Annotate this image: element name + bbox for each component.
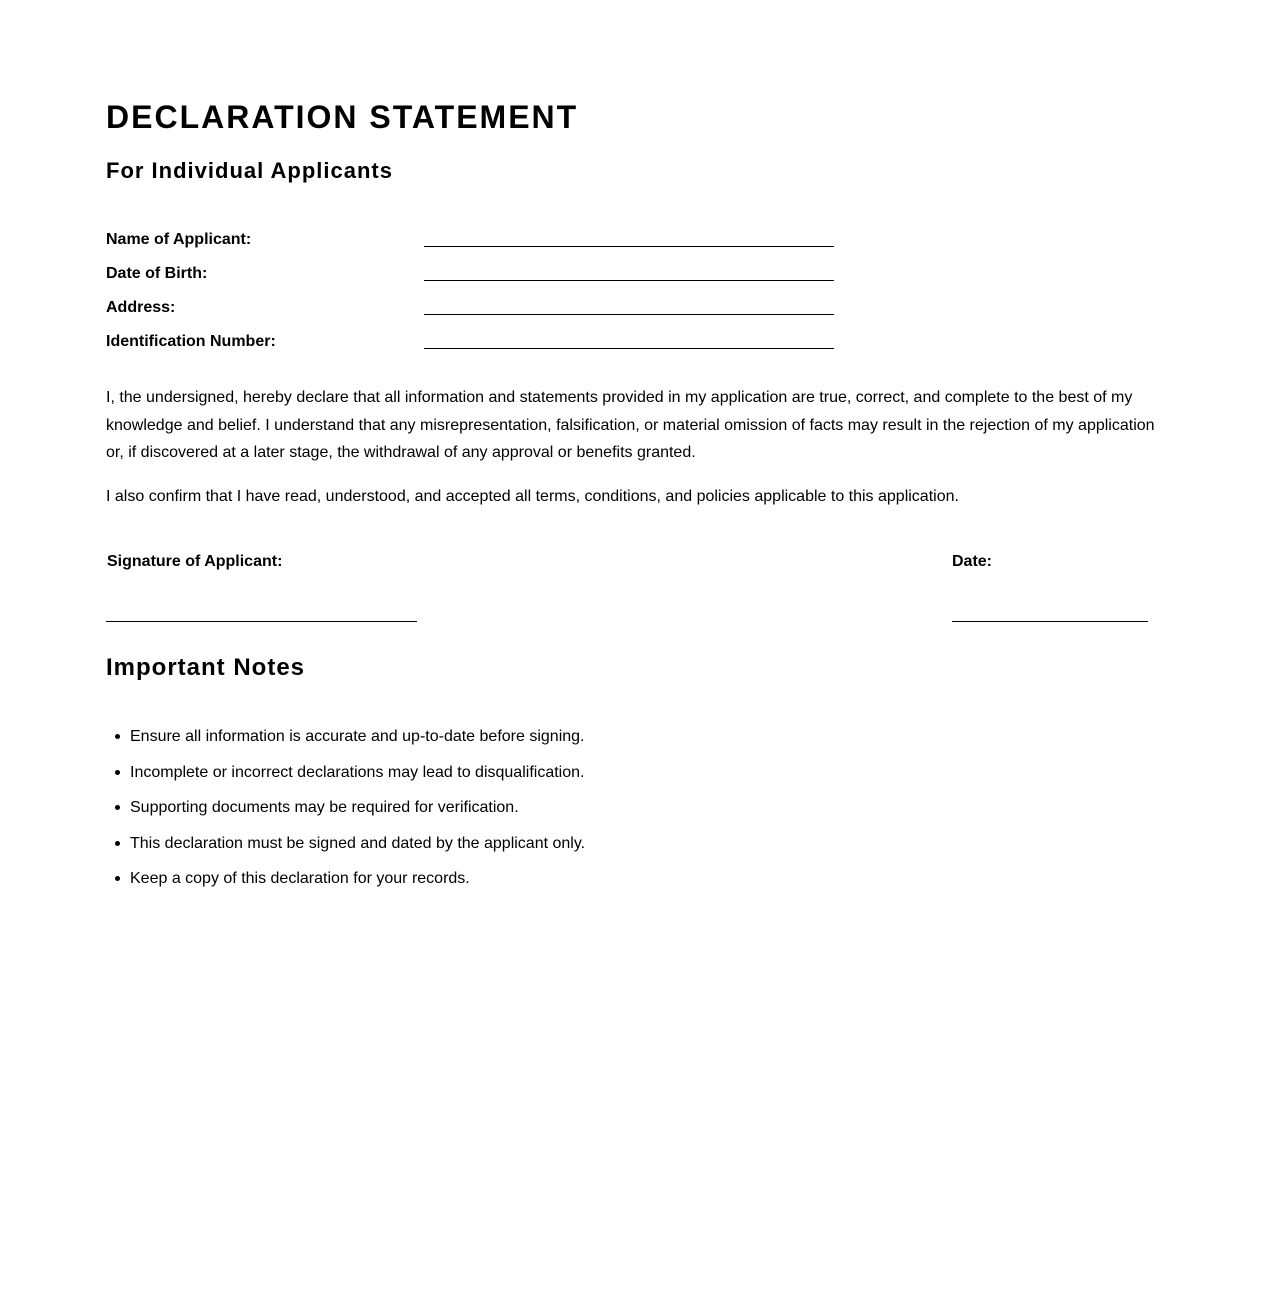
document-title: DECLARATION STATEMENT — [106, 99, 579, 135]
name-of-applicant-line[interactable] — [424, 246, 834, 247]
bullet-icon — [115, 841, 120, 846]
date-line[interactable] — [952, 621, 1148, 622]
field-row-name — [106, 226, 836, 260]
list-item — [130, 719, 585, 755]
signature-label: Signature of Applicant: — [107, 553, 283, 570]
field-row-address — [106, 294, 836, 328]
address-line[interactable] — [424, 314, 834, 315]
document-subtitle: For Individual Applicants — [106, 158, 393, 183]
identification-number-label: Identification Number: — [106, 333, 276, 350]
date-label: Date: — [952, 553, 993, 570]
bullet-icon — [115, 876, 120, 881]
note-text: Incomplete or incorrect declarations may lead to disqualification. — [130, 763, 585, 781]
field-row-id-number — [106, 328, 836, 362]
date-of-birth-line[interactable] — [424, 280, 834, 281]
list-item — [130, 861, 585, 897]
applicant-fields — [106, 226, 836, 362]
declaration-paragraph: I, the undersigned, hereby declare that all information and statements provided in my application are true, correct, and complete to the best of my knowledge and belief. I understand that any misrepresentation, falsification, or material omission of facts may result in the rejection of my application or, if discovered at a later stage, the withdrawal of any approval or benefits granted. — [106, 389, 1155, 461]
bullet-icon — [115, 770, 120, 775]
list-item — [130, 755, 585, 791]
bullet-icon — [115, 734, 120, 739]
field-row-dob — [106, 260, 836, 294]
important-notes-list — [106, 719, 585, 897]
note-text: Supporting documents may be required for verification. — [130, 799, 519, 816]
list-item — [130, 790, 585, 826]
identification-number-line[interactable] — [424, 348, 834, 349]
name-of-applicant-label: Name of Applicant: — [106, 231, 252, 248]
important-notes-title: Important Notes — [106, 654, 306, 681]
confirmation-paragraph: I also confirm that I have read, understood, and accepted all terms, conditions, and policies applicable to this application. — [106, 487, 959, 505]
note-text: Ensure all information is accurate and up-to-date before signing. — [130, 728, 585, 745]
note-text: Keep a copy of this declaration for your records. — [130, 870, 470, 887]
declaration-text — [106, 384, 1166, 510]
bullet-icon — [115, 805, 120, 810]
address-label: Address: — [106, 299, 176, 316]
list-item — [130, 826, 585, 862]
note-text: This declaration must be signed and dated by the applicant only. — [130, 834, 586, 852]
signature-line[interactable] — [106, 621, 417, 622]
date-of-birth-label: Date of Birth: — [106, 265, 208, 282]
